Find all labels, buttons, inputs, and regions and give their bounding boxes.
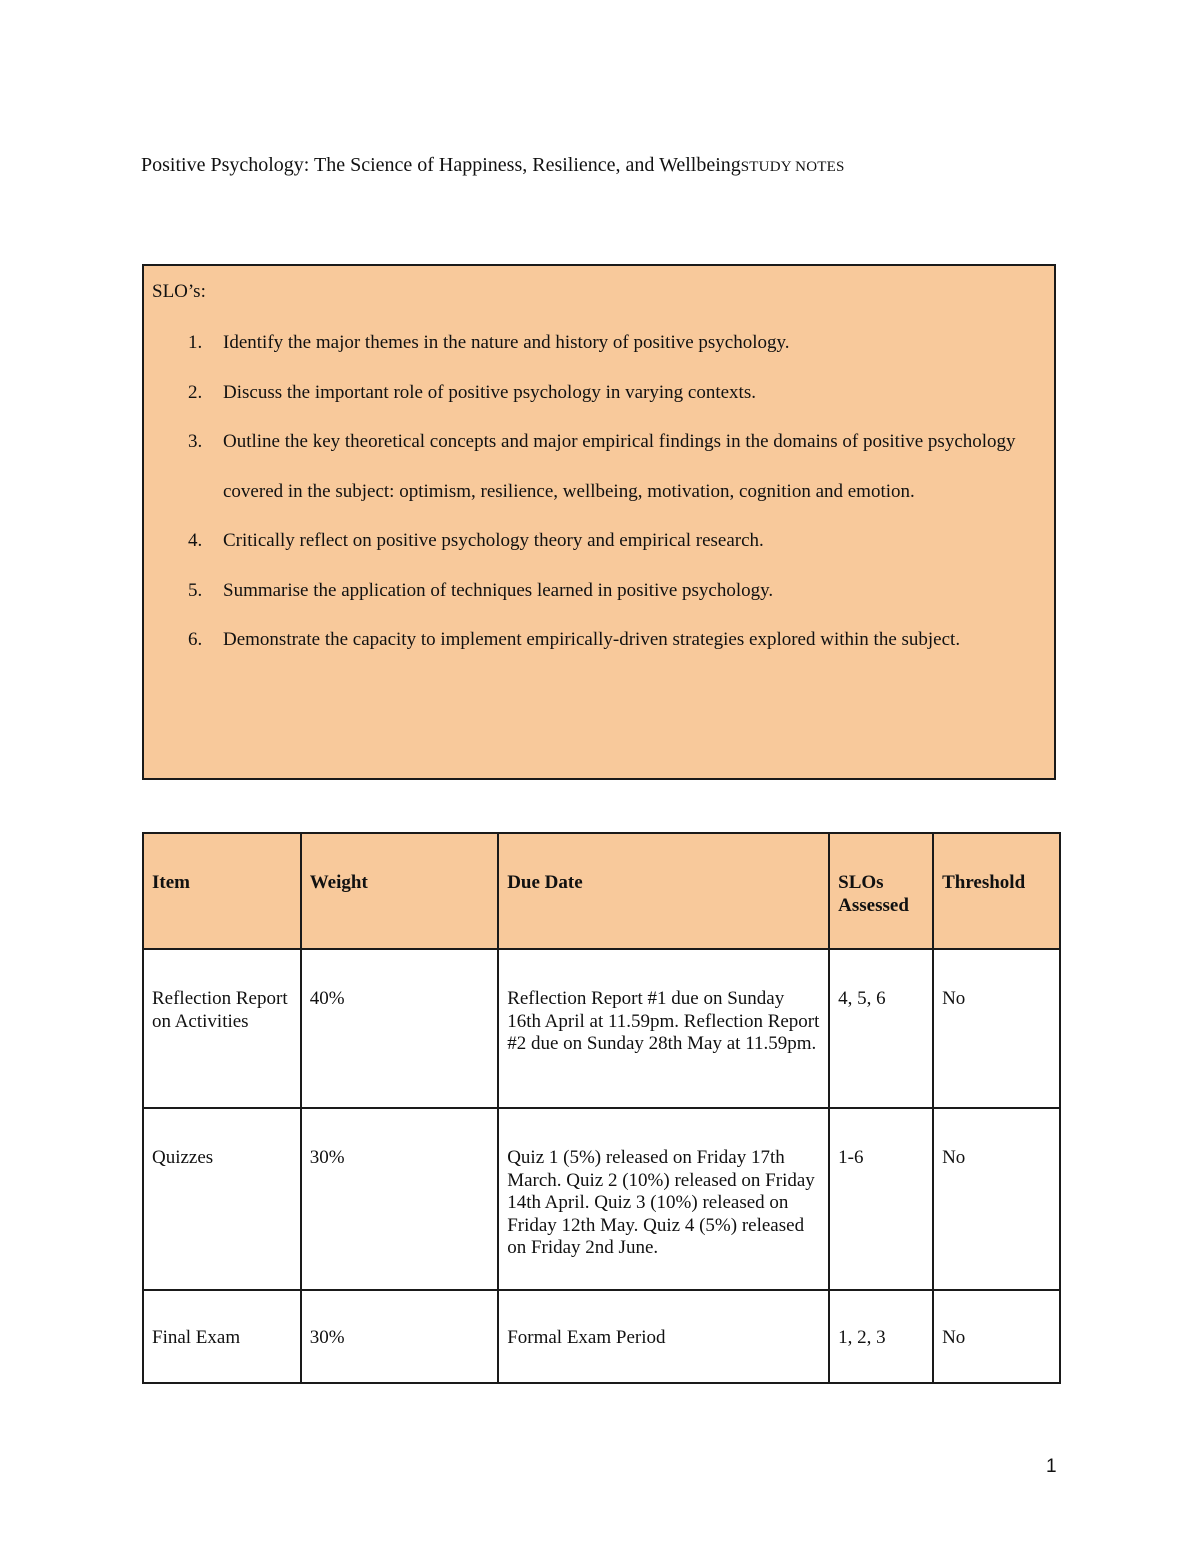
page-title [141, 154, 845, 177]
cell-slos: 4, 5, 6 [829, 949, 933, 1108]
cell-threshold: No [933, 1290, 1060, 1383]
slo-item [152, 566, 1030, 616]
slo-number: 2. [188, 381, 203, 403]
header-weight: Weight [301, 833, 498, 949]
cell-due-date: Quiz 1 (5%) released on Friday 17th March. Quiz 2 (10%) released on Friday 14th April. Quiz 3 (10%) released on Friday 12th May. Quiz 4 (5%) released on Friday 2nd June. [498, 1108, 829, 1290]
cell-due-date: Formal Exam Period [498, 1290, 829, 1383]
cell-threshold: No [933, 949, 1060, 1108]
table-header-row [143, 833, 1060, 949]
table-row [143, 949, 1060, 1108]
slo-number: 4. [188, 530, 203, 551]
slo-text: Discuss the important role of positive psychology in varying contexts. [223, 381, 756, 403]
table-row [143, 1290, 1060, 1383]
title-suffix: STUDY NOTES [740, 159, 845, 175]
slo-text: Outline the key theoretical concepts and major empirical findings in the domains of positive psychology covered in the subject: optimism, resilience, wellbeing, motivation, cognition and emotion. [223, 431, 1016, 502]
cell-item: Final Exam [143, 1290, 301, 1383]
slo-text: Summarise the application of techniques learned in positive psychology. [223, 579, 774, 601]
slo-number: 6. [188, 629, 203, 650]
header-item: Item [143, 833, 301, 949]
header-due-date: Due Date [498, 833, 829, 949]
cell-due-date: Reflection Report #1 due on Sunday 16th April at 11.59pm. Reflection Report #2 due on Sunday 28th May at 11.59pm. [498, 949, 829, 1108]
header-threshold: Threshold [933, 833, 1060, 949]
slo-item [152, 368, 1030, 418]
slo-number: 1. [188, 332, 203, 353]
table-row [143, 1108, 1060, 1290]
cell-threshold: No [933, 1108, 1060, 1290]
cell-weight: 30% [301, 1290, 498, 1383]
assessment-table [142, 832, 1061, 1384]
header-slos-assessed: SLOs Assessed [829, 833, 933, 949]
title-text: Positive Psychology: The Science of Happiness, Resilience, and Wellbeing [141, 154, 741, 176]
cell-item: Quizzes [143, 1108, 301, 1290]
slo-item [152, 516, 1030, 566]
page-number: 1 [1046, 1456, 1057, 1477]
cell-weight: 30% [301, 1108, 498, 1290]
cell-weight: 40% [301, 949, 498, 1108]
slo-item [152, 615, 1030, 665]
slo-heading: SLO’s: [152, 281, 206, 302]
slo-text: Identify the major themes in the nature and history of positive psychology. [223, 332, 790, 353]
cell-slos: 1, 2, 3 [829, 1290, 933, 1383]
slo-text: Demonstrate the capacity to implement empirically-driven strategies explored within the subject. [223, 629, 961, 650]
slo-number: 5. [188, 579, 203, 601]
slo-list [152, 318, 1030, 665]
cell-slos: 1-6 [829, 1108, 933, 1290]
slo-text: Critically reflect on positive psychology theory and empirical research. [223, 530, 764, 551]
slo-item [152, 318, 1030, 368]
slo-box [142, 264, 1056, 780]
slo-item [152, 417, 1030, 516]
cell-item: Reflection Report on Activities [143, 949, 301, 1108]
slo-number: 3. [188, 431, 203, 452]
